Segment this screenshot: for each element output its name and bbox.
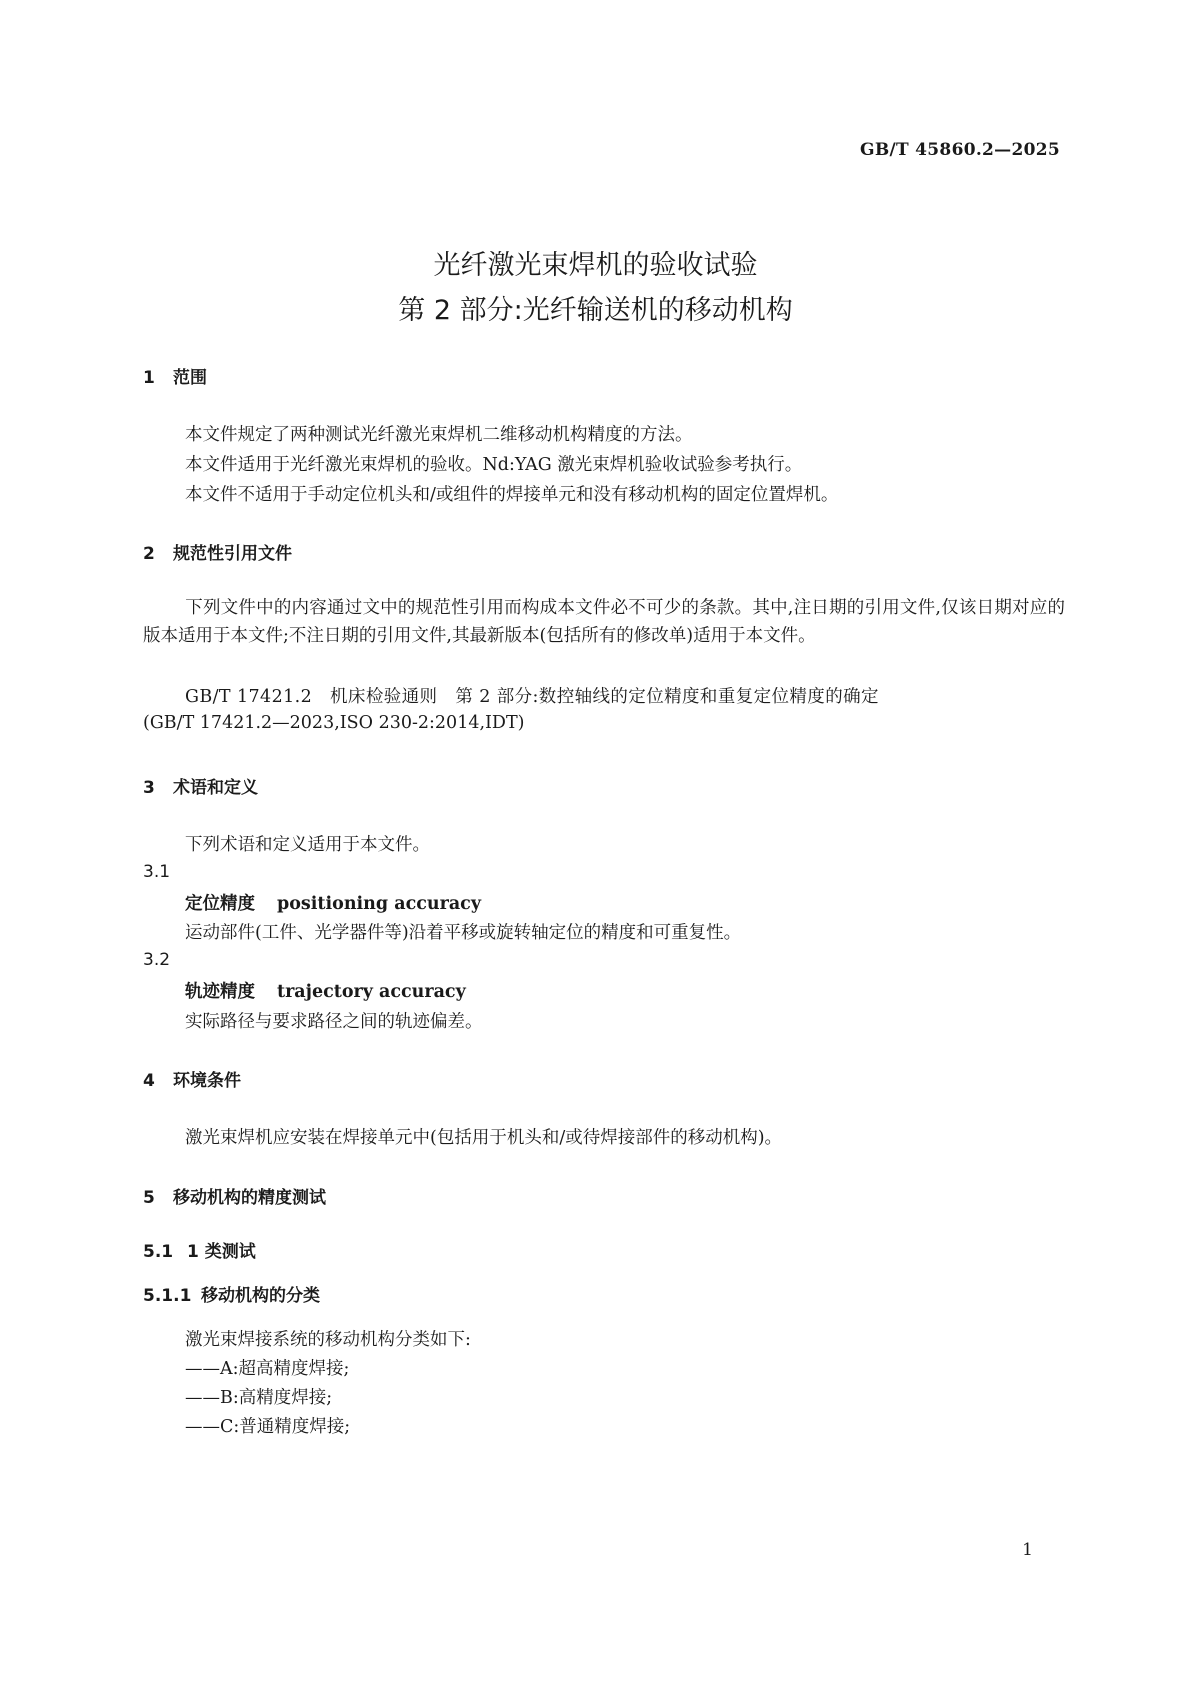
section-3-heading bbox=[143, 773, 258, 798]
term-3-2-number: 3.2 bbox=[143, 950, 171, 970]
term-3-1-definition: 运动部件(工件、光学器件等)沿着平移或旋转轴定位的精度和可重复性。 bbox=[185, 923, 742, 943]
term-3-2-definition: 实际路径与要求路径之间的轨迹偏差。 bbox=[185, 1012, 483, 1032]
section-title: 规范性引用文件 bbox=[173, 544, 292, 564]
scope-paragraph-2: 本文件适用于光纤激光束焊机的验收。Nd:YAG 激光束焊机验收试验参考执行。 bbox=[185, 455, 803, 475]
term-3-2-heading bbox=[185, 978, 466, 1003]
term-english: trajectory accuracy bbox=[277, 982, 466, 1002]
section-2-heading bbox=[143, 539, 292, 564]
section-4-heading bbox=[143, 1066, 241, 1091]
classification-item-a: ——A:超高精度焊接; bbox=[185, 1359, 350, 1379]
classification-item-b: ——B:高精度焊接; bbox=[185, 1388, 333, 1408]
section-5-heading bbox=[143, 1183, 326, 1208]
reference-entry-line1: GB/T 17421.2 机床检验通则 第 2 部分:数控轴线的定位精度和重复定位精度的确定 bbox=[185, 687, 879, 707]
document-title-line2: 第 2 部分:光纤输送机的移动机构 bbox=[398, 295, 793, 326]
section-number: 5 bbox=[143, 1188, 155, 1208]
scope-paragraph-1: 本文件规定了两种测试光纤激光束焊机二维移动机构精度的方法。 bbox=[185, 425, 693, 445]
section-5-1-heading bbox=[143, 1237, 256, 1262]
section-5-1-1-heading bbox=[143, 1281, 320, 1306]
section-number: 5.1.1 bbox=[143, 1286, 192, 1306]
page-number: 1 bbox=[1022, 1540, 1033, 1560]
classification-intro: 激光束焊接系统的移动机构分类如下: bbox=[185, 1330, 471, 1350]
paragraph-text: 下列文件中的内容通过文中的规范性引用而构成本文件必不可少的条款。其中,注日期的引用文件,仅该日期对应的版本适用于本文件;不注日期的引用文件,其最新版本(包括所有的修改单)适用于本文件。 bbox=[143, 598, 1065, 646]
term-chinese: 定位精度 bbox=[185, 894, 255, 914]
term-chinese: 轨迹精度 bbox=[185, 982, 255, 1002]
section-title: 移动机构的精度测试 bbox=[173, 1188, 326, 1208]
section-title: 1 类测试 bbox=[187, 1242, 256, 1262]
scope-paragraph-3: 本文件不适用于手动定位机头和/或组件的焊接单元和没有移动机构的固定位置焊机。 bbox=[185, 485, 839, 505]
normative-references-paragraph bbox=[143, 594, 1065, 650]
section-title: 范围 bbox=[173, 368, 207, 388]
section-title: 环境条件 bbox=[173, 1071, 241, 1091]
section-number: 3 bbox=[143, 778, 155, 798]
section-number: 2 bbox=[143, 544, 155, 564]
section-1-heading bbox=[143, 363, 207, 388]
term-3-1-heading bbox=[185, 890, 481, 915]
term-3-1-number: 3.1 bbox=[143, 862, 171, 882]
section-title: 术语和定义 bbox=[173, 778, 258, 798]
standard-number: GB/T 45860.2—2025 bbox=[860, 140, 1060, 160]
environment-paragraph: 激光束焊机应安装在焊接单元中(包括用于机头和/或待焊接部件的移动机构)。 bbox=[185, 1128, 783, 1148]
section-number: 4 bbox=[143, 1071, 155, 1091]
section-title: 移动机构的分类 bbox=[201, 1286, 320, 1306]
document-title-line1: 光纤激光束焊机的验收试验 bbox=[433, 250, 758, 281]
classification-item-c: ——C:普通精度焊接; bbox=[185, 1417, 351, 1437]
section-number: 1 bbox=[143, 368, 155, 388]
reference-entry-line2: (GB/T 17421.2—2023,ISO 230-2:2014,IDT) bbox=[143, 713, 525, 733]
terms-intro: 下列术语和定义适用于本文件。 bbox=[185, 835, 430, 855]
term-english: positioning accuracy bbox=[277, 894, 481, 914]
section-number: 5.1 bbox=[143, 1242, 174, 1262]
